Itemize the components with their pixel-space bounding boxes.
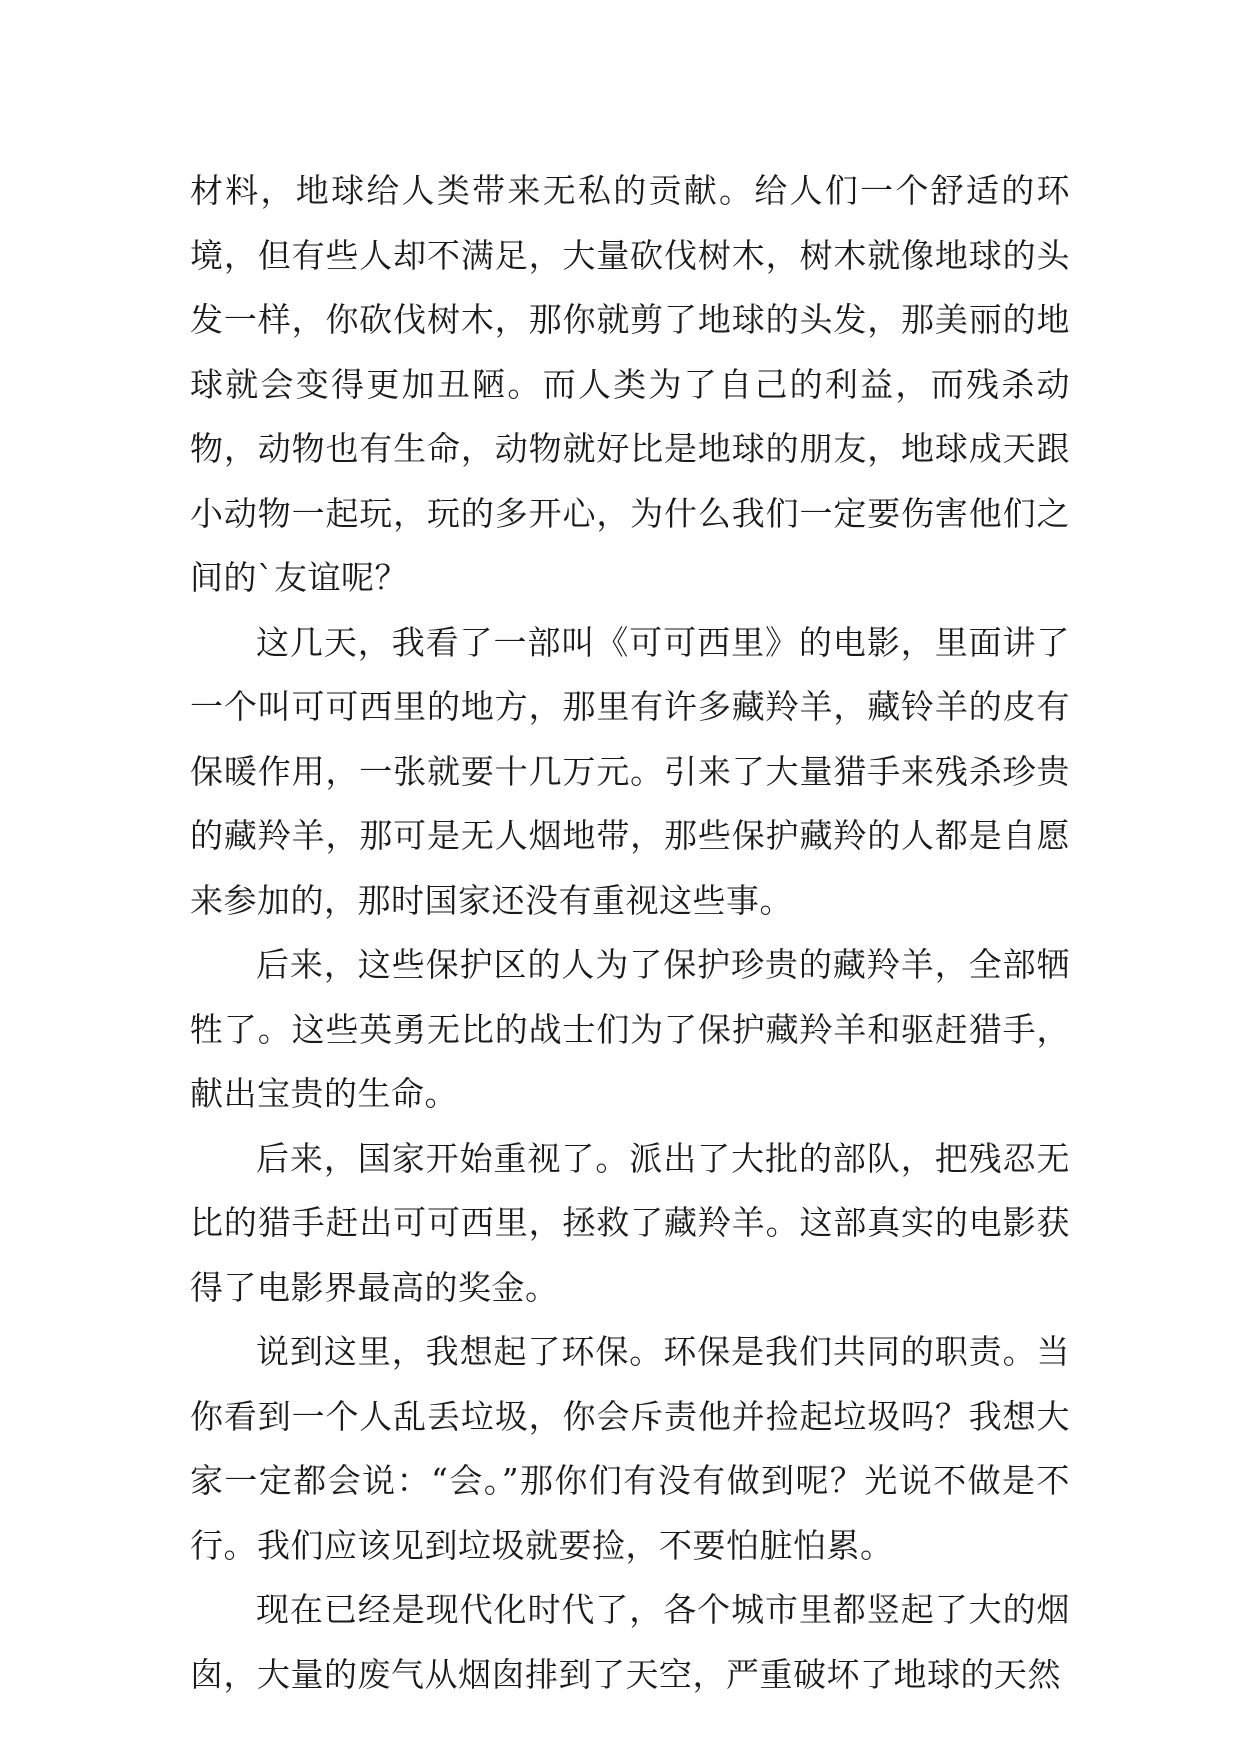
paragraph-6: 现在已经是现代化时代了，各个城市里都竖起了大的烟囱，大量的废气从烟囱排到了天空，严重破坏了地球的天然 — [190, 1590, 1070, 1694]
paragraph-1: 材料，地球给人类带来无私的贡献。给人们一个舒适的环境，但有些人却不满足，大量砍伐树木，树木就像地球的头发一样，你砍伐树木，那你就剪了地球的头发，那美丽的地球就会变得更加丑陋。而人类为了自己的利益，而残杀动物，动物也有生命，动物就好比是地球的朋友，地球成天跟小动物一起玩，玩的多开心，为什么我们一定要伤害他们之间的`友谊呢？ — [190, 171, 1070, 597]
paragraph-4: 后来，国家开始重视了。派出了大批的部队，把残忍无比的猎手赶出可可西里，拯救了藏羚羊。这部真实的电影获得了电影界最高的奖金。 — [190, 1138, 1070, 1307]
paragraph-2: 这几天，我看了一部叫《可可西里》的电影，里面讲了一个叫可可西里的地方，那里有许多藏羚羊，藏铃羊的皮有保暖作用，一张就要十几万元。引来了大量猎手来残杀珍贵的藏羚羊，那可是无人烟地带，那些保护藏羚的人都是自愿来参加的，那时国家还没有重视这些事。 — [190, 622, 1070, 920]
paragraph-3: 后来，这些保护区的人为了保护珍贵的藏羚羊，全部牺牲了。这些英勇无比的战士们为了保护藏羚羊和驱赶猎手，献出宝贵的生命。 — [190, 945, 1070, 1113]
paragraph-5: 说到这里，我想起了环保。环保是我们共同的职责。当你看到一个人乱丢垃圾，你会斥责他并捡起垃圾吗？我想大家一定都会说：“会。”那你们有没有做到呢？光说不做是不行。我们应该见到垃圾就要捡，不要怕脏怕累。 — [190, 1332, 1070, 1565]
document-body — [190, 159, 1070, 1707]
